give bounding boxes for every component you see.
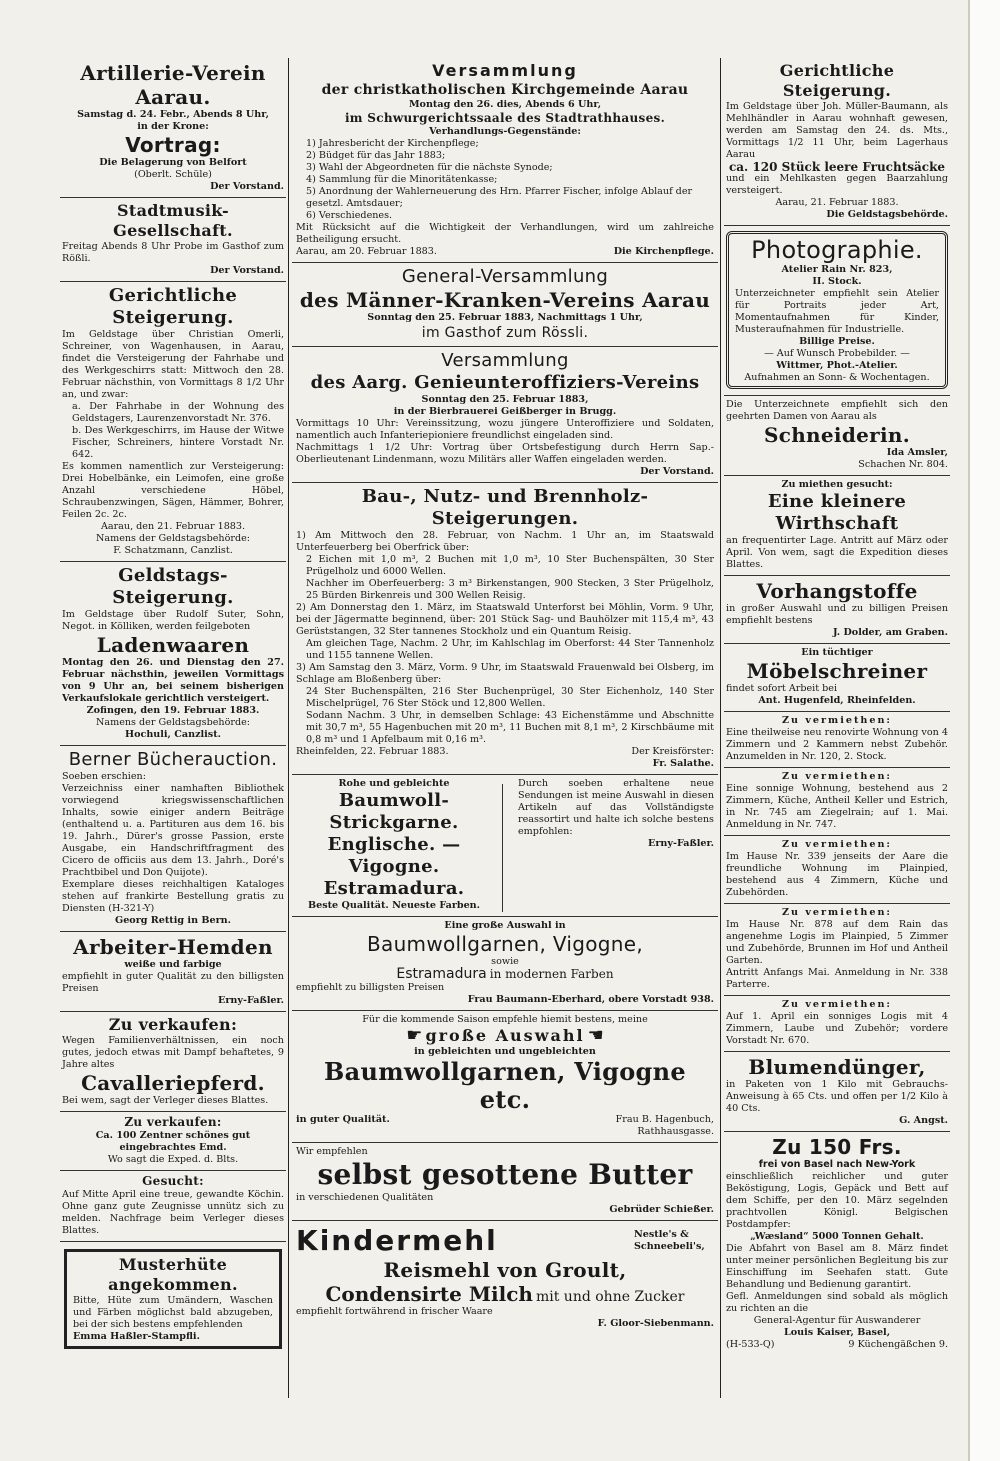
ad-line: Nestle's & Schneebeli's, <box>634 1229 705 1252</box>
ad-place: Rheinfelden, 22. Februar 1883. <box>296 746 449 757</box>
ad-artillerie-verein <box>60 58 286 198</box>
ad-line: in modernen Farben <box>489 967 614 981</box>
ad-body: 3) Am Samstag den 3. März, Vorm. 9 Uhr, im Staatswald Frauenwald bei Olsberg, im Schlage am Bloßenberg über: <box>296 662 714 685</box>
agenda-item: 3) Wahl der Abgeordneten für die nächste Synode; <box>306 162 553 173</box>
ad-signature: Rathhausgasse. <box>637 1126 714 1137</box>
ad-signature: General-Agentur für Auswanderer <box>753 1315 921 1326</box>
ad-signature: F. Gloor-Siebenmann. <box>597 1318 714 1329</box>
ad-vermiethen-2 <box>724 768 950 836</box>
ad-body: 2 Eichen mit 1,0 m³, 2 Buchen mit 1,0 m³, 10 Ster Buchenspälten, 30 Ster Prügelholz und 6000 Wellen. <box>306 554 714 577</box>
ad-line: Zu vermiethen: <box>782 999 892 1010</box>
ad-code: (H-533-Q) <box>726 1339 775 1350</box>
ad-line: weiße und farbige <box>124 959 222 970</box>
ad-signature: Georg Rettig in Bern. <box>115 915 231 926</box>
ad-title: Englische. — Vigogne. <box>327 834 461 877</box>
ad-maenner-kranken-verein <box>292 263 718 347</box>
ad-line: empfiehlt fortwährend in frischer Waare <box>296 1306 493 1317</box>
agenda-item: 2) Büdget für das Jahr 1883; <box>306 150 446 161</box>
ad-subheading: Verhandlungs-Gegenstände: <box>429 126 581 137</box>
ad-line: Ca. 100 Zentner schönes gut <box>95 1130 251 1141</box>
ad-auswanderung <box>724 1132 950 1355</box>
ad-title: Berner Bücherauction. <box>68 749 278 770</box>
ad-body: Auf Mitte April eine treue, gewandte Köchin. Ohne ganz gute Zeugnisse unnütz sich zu melden. Nachfrage beim Verleger dieses Blattes. <box>62 1189 284 1236</box>
agenda-item: 5) Anordnung der Wahlerneuerung des Hrn. Pfarrer Fischer, infolge Ablauf der gesetzl. Amtsdauer; <box>306 186 693 209</box>
ad-signature: Wittmer, Phot.-Atelier. <box>776 360 898 371</box>
ad-title: Eine kleinere Wirthschaft <box>767 491 907 534</box>
ad-body: in Paketen von 1 Kilo mit Gebrauchs-Anweisung à 65 Cts. und offen per 1/2 Kilo à 40 Cts. <box>726 1079 948 1114</box>
ad-line: der christkatholischen Kirchgemeinde Aarau <box>321 82 689 98</box>
ad-title: selbst gesottene Butter <box>317 1158 693 1191</box>
ad-body: 1) Am Mittwoch den 28. Februar, von Nachm. 1 Uhr an, im Staatswald Unterfeuerberg bei Oberfrick über: <box>296 530 714 553</box>
agenda-item: 4) Sammlung für die Minoritätenkasse; <box>306 174 498 185</box>
ad-berner-buecherauction <box>60 746 286 932</box>
ad-body: Nachher im Oberfeuerberg: 3 m³ Birkenstangen, 900 Stecken, 3 Ster Prügelholz, 25 Bürden Birkenreis und 300 Wellen Reisig. <box>306 578 714 601</box>
ad-title: General-Versammlung <box>401 266 609 287</box>
column-rule-left <box>288 58 289 1398</box>
ad-body: Im Geldstage über Joh. Müller-Baumann, als Mehlhändler in Aarau wohnhaft gewesen, werden am Samstag den 24. ds. Mts., Vormittags 1/2 11 Uhr, beim Lagerhaus Aarau <box>726 101 948 160</box>
ad-blumenduenger <box>724 1052 950 1132</box>
ad-signature: Gebrüder Schießer. <box>609 1204 714 1215</box>
ad-title: Baumwollgarnen, Vigogne, <box>367 932 643 956</box>
ad-photographie <box>724 226 950 396</box>
ad-body: 2) Am Donnerstag den 1. März, im Staatswald Unterforst bei Möhlin, Vorm. 9 Uhr, bei der Jägermatte beginnend, über: 201 Stück Sag- und Bauhölzer mit 115,4 m³, 43 Gerüststangen, 32 Ster tannenes Stockholz und ein Quantum Reisig. <box>296 602 714 637</box>
ad-line: empfiehlt zu billigsten Preisen <box>296 982 445 993</box>
ad-signature: Frau Baumann-Eberhard, obere Vorstadt 938. <box>467 994 714 1005</box>
ad-line: Beste Qualität. Neueste Farben. <box>308 900 480 911</box>
ad-title: Schneiderin. <box>764 423 910 447</box>
ad-title: Artillerie-Verein Aarau. <box>80 61 266 109</box>
pointing-hand-icon: ☚ <box>587 1025 604 1046</box>
ad-body: einschließlich reichlicher und guter Beköstigung, Logis, Gepäck und Bett auf dem Schiffe, per den 10. März segelnden prachtvollen Königl. Belgischen Postdampfer: <box>726 1171 948 1230</box>
ad-line: sowie <box>491 956 519 967</box>
ad-title: Vortrag: <box>125 133 221 157</box>
ad-wirthschaft <box>724 476 950 576</box>
ad-body: Wegen Familienverhältnissen, ein noch gutes, jedoch etwas mit Dampf behaftetes, 9 Jahre altes <box>62 1035 284 1070</box>
ad-line: Montag den 26. dies, Abends 6 Uhr, <box>408 99 602 110</box>
ad-title: Arbeiter-Hemden <box>73 935 273 959</box>
ad-title: Zu 150 Frs. <box>772 1135 902 1159</box>
ad-item: b. Des Werkgeschirrs, im Hause der Witwe Fischer, Schreiners, hintere Vorstadt Nr. 642. <box>72 425 284 460</box>
ad-body: empfiehlt in guter Qualität zu den billigsten Preisen <box>62 971 284 994</box>
ad-body: Unterzeichneter empfiehlt sein Atelier für Portraits jeder Art, Momentaufnahmen für Kinder, Musteraufnahmen für Industrielle. <box>735 288 939 335</box>
ad-body: Mit Rücksicht auf die Wichtigkeit der Verhandlungen, wird um zahlreiche Betheiligung ersucht. <box>296 222 714 245</box>
ad-line: in der Bierbrauerei Geißberger in Brugg. <box>393 406 617 417</box>
ad-title: Gesucht: <box>142 1174 204 1188</box>
ad-line: Für die kommende Saison empfehle hiemit bestens, meine <box>362 1014 648 1025</box>
column-rule-right <box>720 58 721 1398</box>
ad-line: Eine große Auswahl in <box>444 920 566 931</box>
ad-body: Exemplare dieses reichhaltigen Kataloges stehen auf frankirte Bestellung gratis zu Diensten (H-321-Y) <box>62 879 284 914</box>
ad-place: Aarau, am 20. Februar 1883. <box>296 246 437 257</box>
ad-title: Musterhüte angekommen. <box>108 1255 238 1294</box>
ad-line: Ein tüchtiger <box>801 647 873 658</box>
ad-body: Eine sonnige Wohnung, bestehend aus 2 Zimmern, Küche, Antheil Keller und Estrich, in Nr. 745 am Ziegelrain; auf 1. Mai. Anmeldung in Nr. 747. <box>726 783 948 830</box>
ad-vermiethen-4 <box>724 904 950 996</box>
ad-body: Im Geldstage über Christian Omerli, Schreiner, von Wagenhausen, in Aarau, findet die Versteigerung der Fahrhabe und des Werkgeschirrs statt: Mittwoch den 28. Februar nächsthin, von Vormittags 8 1/2 Uhr an, und zwar: <box>62 329 284 400</box>
ad-line: Soeben erschien: <box>62 771 146 782</box>
ad-title: Stadtmusik-Gesellschaft. <box>113 201 233 240</box>
ad-address: 9 Küchengäßchen 9. <box>848 1339 948 1350</box>
ad-title: Geldstags-Steigerung. <box>112 565 234 608</box>
ad-title: Reismehl von Groult, <box>383 1258 627 1282</box>
ad-body: Im Geldstage über Rudolf Suter, Sohn, Negot. in Kölliken, werden feilgeboten <box>62 609 284 632</box>
ad-place: Zofingen, den 19. Februar 1883. <box>86 705 260 716</box>
ad-title: Estramadura. <box>323 878 465 899</box>
ad-title: Zu verkaufen: <box>108 1015 238 1034</box>
ad-baumwollgarnen-baumann <box>292 917 718 1011</box>
ad-signature: Ant. Hugenfeld, Rheinfelden. <box>758 695 916 706</box>
ad-signature: Schachen Nr. 804. <box>858 459 948 470</box>
ad-signature: Emma Haßler-Stampfli. <box>73 1331 200 1342</box>
ad-signature: Erny-Faßler. <box>648 838 714 849</box>
column-separator <box>502 784 512 912</box>
ad-title: Gerichtliche Steigerung. <box>779 61 895 100</box>
left-column <box>60 58 286 1357</box>
ad-line: Zu vermiethen: <box>782 839 892 850</box>
ad-body: 24 Ster Buchenspälten, 216 Ster Buchenprügel, 30 Ster Eichenholz, 140 Ster Mischelprügel, 76 Ster Stöck und 12,800 Wellen. <box>306 686 714 709</box>
ad-frame <box>726 231 948 389</box>
ad-signature: F. Schatzmann, Canzlist. <box>113 545 233 556</box>
ad-line: ca. 120 Stück leere Fruchtsäcke <box>728 160 946 174</box>
ad-body: Bitte, Hüte zum Umändern, Waschen und Färben möglichst bald abzugeben, bei der sich bestens empfehlenden <box>73 1295 273 1330</box>
ad-line: in verschiedenen Qualitäten <box>296 1192 434 1203</box>
ad-strickgarne <box>292 775 718 917</box>
ad-line: Zu vermiethen: <box>782 907 892 918</box>
ad-signature: Ida Amsler, <box>886 447 948 458</box>
ad-line: Sonntag den 25. Februar 1883, Nachmittags 1 Uhr, <box>367 312 643 323</box>
ad-signature: Erny-Faßler. <box>218 995 284 1006</box>
ad-line: eingebrachtes Emd. <box>119 1142 227 1153</box>
ad-koechin <box>60 1171 286 1242</box>
ad-signature: Fr. Salathe. <box>652 758 714 769</box>
ad-line: des Aarg. Genieunteroffiziers-Vereins <box>310 372 700 393</box>
ad-line: Sonntag den 25. Februar 1883, <box>421 394 589 405</box>
ad-body: Die Abfahrt von Basel am 8. März findet unter meiner persönlichen Begleitung bis zur Einschiffung im Seehafen statt. Gute Behandlung und Bedienung garantirt. <box>726 1243 948 1290</box>
ad-emd <box>60 1112 286 1171</box>
ad-title: Kindermehl <box>296 1224 498 1257</box>
ad-cavalleriepferd <box>60 1012 286 1112</box>
ad-title: Vorhangstoffe <box>756 579 918 603</box>
ad-genieunteroffiziers-verein <box>292 347 718 483</box>
ad-body: Nachmittags 1 1/2 Uhr: Vortrag über Ortsbefestigung durch Herrn Sap.-Oberlieutenant Lindenmann, wozu Militärs aller Waffen eingeladen werden. <box>296 442 714 465</box>
ad-vermiethen-5 <box>724 996 950 1052</box>
ad-title: große Auswahl <box>425 1026 585 1045</box>
ad-line: — Auf Wunsch Probebilder. — <box>764 348 910 359</box>
ad-body: und ein Mehlkasten gegen Baarzahlung versteigert. <box>726 173 948 196</box>
ad-title: Bau-, Nutz- und Brennholz-Steigerungen. <box>361 486 649 529</box>
ad-schneiderin <box>724 396 950 476</box>
ad-line: des Männer-Kranken-Vereins Aarau <box>299 288 711 312</box>
ad-signature: Der Vorstand. <box>210 265 284 276</box>
ad-holz-steigerungen <box>292 483 718 775</box>
ad-body: Im Hause Nr. 878 auf dem Rain das angenehme Logis im Plainpied, 5 Zimmer und Zubehörde, Brunnen im Hof und Antheil Garten. <box>726 919 948 966</box>
ad-line: Wo sagt die Exped. d. Blts. <box>107 1154 239 1165</box>
ad-title: Versammlung <box>432 61 578 80</box>
ad-gerichtliche-steigerung <box>60 282 286 562</box>
ad-line: im Gasthof zum Rössli. <box>421 325 589 341</box>
ad-title: Cavalleriepferd. <box>81 1071 265 1095</box>
ad-line: in gebleichten und ungebleichten <box>414 1046 596 1057</box>
ad-title: Baumwollgarnen, Vigogne etc. <box>324 1057 686 1114</box>
ad-title: Condensirte Milch <box>325 1282 533 1306</box>
ad-body: Sodann Nachm. 3 Uhr, in demselben Schlage: 43 Eichenstämme und Abschnitte mit 30,7 m³, 55 Hagenbuchen mit 20 m³, 11 Buchen mit 8,1 m³, 2 Kirschbäume mit 0,8 m³ und 1 Apfelbaum mit 0,16 m³. <box>306 710 714 745</box>
ad-title: Blumendünger, <box>748 1055 926 1079</box>
ad-line: Zu vermiethen: <box>782 715 892 726</box>
ad-musterhuete <box>60 1242 286 1357</box>
ad-body: Antritt Anfangs Mai. Anmeldung in Nr. 338 Parterre. <box>726 967 948 990</box>
ad-body: Montag den 26. und Dienstag den 27. Februar nächsthin, jeweilen Vormittags von 9 Uhr an, bei seinem bisherigen Verkaufslokale gerichtlich versteigert. <box>62 657 284 704</box>
ad-moebelschreiner <box>724 644 950 712</box>
ad-title: Estramadura <box>396 966 487 982</box>
ad-signature: Frau B. Hagenbuch, <box>615 1114 714 1125</box>
ad-body: in großer Auswahl und zu billigen Preisen empfiehlt bestens <box>726 603 948 626</box>
ad-line: II. Stock. <box>812 276 862 287</box>
ad-signature: G. Angst. <box>899 1115 948 1126</box>
ad-line: Wir empfehlen <box>296 1146 368 1157</box>
ad-body: Vormittags 10 Uhr: Vereinssitzung, wozu jüngere Unteroffiziere und Soldaten, namentlich auch Infanteriepioniere freundlichst eingeladen sind. <box>296 418 714 441</box>
ad-line: Rohe und gebleichte <box>338 778 450 789</box>
ad-kindermehl <box>292 1221 718 1334</box>
ad-title: Photographie. <box>751 236 923 264</box>
ad-line: im Schwurgerichtssaale des Stadtrathhauses. <box>344 111 666 125</box>
ad-title: Baumwoll-Strickgarne. <box>329 790 459 833</box>
ad-body: an frequentirter Lage. Antritt auf März oder April. Von wem, sagt die Expedition dieses Blattes. <box>726 535 948 570</box>
ad-signature: Der Vorstand. <box>640 466 714 477</box>
ad-place: Aarau, den 21. Februar 1883. <box>100 521 246 532</box>
ad-body: findet sofort Arbeit bei <box>726 683 838 694</box>
ad-signature: Louis Kaiser, Basel, <box>783 1327 891 1338</box>
ad-vermiethen-1 <box>724 712 950 768</box>
ad-vermiethen-3 <box>724 836 950 904</box>
ad-butter <box>292 1143 718 1221</box>
ad-body: Bei wem, sagt der Verleger dieses Blattes. <box>62 1095 269 1106</box>
agenda-item: 6) Verschiedenes. <box>306 210 393 221</box>
middle-column <box>292 58 718 1334</box>
ad-line: Aufnahmen an Sonn- & Wochentagen. <box>744 372 930 383</box>
ad-signature: Hochuli, Canzlist. <box>125 729 221 740</box>
ad-fruchtsaecke <box>724 58 950 226</box>
ad-body: Durch soeben erhaltene neue Sendungen ist meine Auswahl in diesen Artikeln auf das Vollständigste reassortirt und halte ich solche bestens empfohlen: <box>518 778 714 837</box>
ad-body: Im Hause Nr. 339 jenseits der Aare die freundliche Wohnung im Plainpied, bestehend aus 4 Zimmern, Küche und Zubehörden. <box>726 851 948 898</box>
agenda-item: 1) Jahresbericht der Kirchenpflege; <box>306 138 479 149</box>
ad-body: Am gleichen Tage, Nachm. 2 Uhr, im Kahlschlag im Oberforst: 44 Ster Tannenholz und 1155 tannene Wellen. <box>306 638 714 661</box>
ad-title: Zu verkaufen: <box>124 1115 222 1129</box>
page-edge <box>968 0 1000 1461</box>
ad-body: Verzeichniss einer namhaften Bibliothek vorwiegend kriegswissenschaftlichen Inhalts, sowie einiger andern Beiträge (enthaltend u. a. Partituren aus dem 16. bis 19. Jahrh., Dürer's grosse Passion, erste Ausgabe, ein Handschriftfragment des Cicero de officiis aus dem 13. Jahrh., Doré's Prachtbibel und Don Quijote). <box>62 783 284 878</box>
ad-body: Gefl. Anmeldungen sind sobald als möglich zu richten an die <box>726 1291 948 1314</box>
ad-line: Die Belagerung von Belfort <box>99 157 247 168</box>
ad-baumwollgarnen-hagenbuch <box>292 1011 718 1143</box>
ad-line: (Oberlt. Schüle) <box>134 169 212 180</box>
ad-line: Zu vermiethen: <box>782 771 892 782</box>
ad-title: Ladenwaaren <box>96 633 250 657</box>
ad-line: Billige Preise. <box>799 336 875 347</box>
ad-line: in der Krone: <box>137 121 209 132</box>
pointing-hand-icon: ☛ <box>406 1025 423 1046</box>
ad-line: Atelier Rain Nr. 823, <box>781 264 893 275</box>
ad-signature: Namens der Geldstagsbehörde: <box>95 533 251 544</box>
ad-kirchgemeinde-versammlung <box>292 58 718 263</box>
ad-stadtmusik <box>60 198 286 282</box>
ad-line: „Wæsland“ 5000 Tonnen Gehalt. <box>750 1231 924 1242</box>
ad-signature: Namens der Geldstagsbehörde: <box>95 717 251 728</box>
ad-body: Freitag Abends 8 Uhr Probe im Gasthof zum Rößli. <box>62 241 284 264</box>
ad-role: Der Kreisförster: <box>631 746 714 757</box>
ad-line: mit und ohne Zucker <box>535 1289 685 1305</box>
ad-item: a. Der Fahrhabe in der Wohnung des Geldstagers, Laurenzenvorstadt Nr. 376. <box>72 401 284 424</box>
ad-arbeiter-hemden <box>60 932 286 1012</box>
ad-title: Versammlung <box>441 350 569 371</box>
ad-title: Möbelschreiner <box>746 659 928 683</box>
ad-body: Die Unterzeichnete empfiehlt sich den geehrten Damen von Aarau als <box>726 399 948 422</box>
right-column <box>724 58 950 1355</box>
ad-body: Eine theilweise neu renovirte Wohnung von 4 Zimmern und 2 Kammern nebst Zubehör. Anzumelden in Nr. 120, 2. Stock. <box>726 727 948 762</box>
ad-vorhangstoffe <box>724 576 950 644</box>
ad-title: Gerichtliche Steigerung. <box>108 285 238 328</box>
ad-line: frei von Basel nach New-York <box>758 1159 916 1170</box>
ad-line: Samstag d. 24. Febr., Abends 8 Uhr, <box>77 109 269 120</box>
ad-signature: Die Kirchenpflege. <box>613 246 714 257</box>
ad-line: Zu miethen gesucht: <box>781 479 893 490</box>
ad-line: in guter Qualität. <box>296 1114 390 1125</box>
ad-place: Aarau, 21. Februar 1883. <box>775 197 899 208</box>
ad-frame <box>64 1249 282 1349</box>
ad-signature: Der Vorstand. <box>210 181 284 192</box>
ad-signature: Die Geldstagsbehörde. <box>826 209 948 220</box>
ad-body: Auf 1. April ein sonniges Logis mit 4 Zimmern, Laube und Zubehör; vordere Vorstadt Nr. 670. <box>726 1011 948 1046</box>
ad-geldstags-steigerung <box>60 562 286 746</box>
ad-body: Es kommen namentlich zur Versteigerung: Drei Hobelbänke, ein Leimofen, eine große Anzahl verschiedene Höbel, Schraubenzwingen, Sägen, Hämmer, Bohrer, Feilen 2c. 2c. <box>62 461 284 520</box>
ad-signature: J. Dolder, am Graben. <box>833 627 948 638</box>
